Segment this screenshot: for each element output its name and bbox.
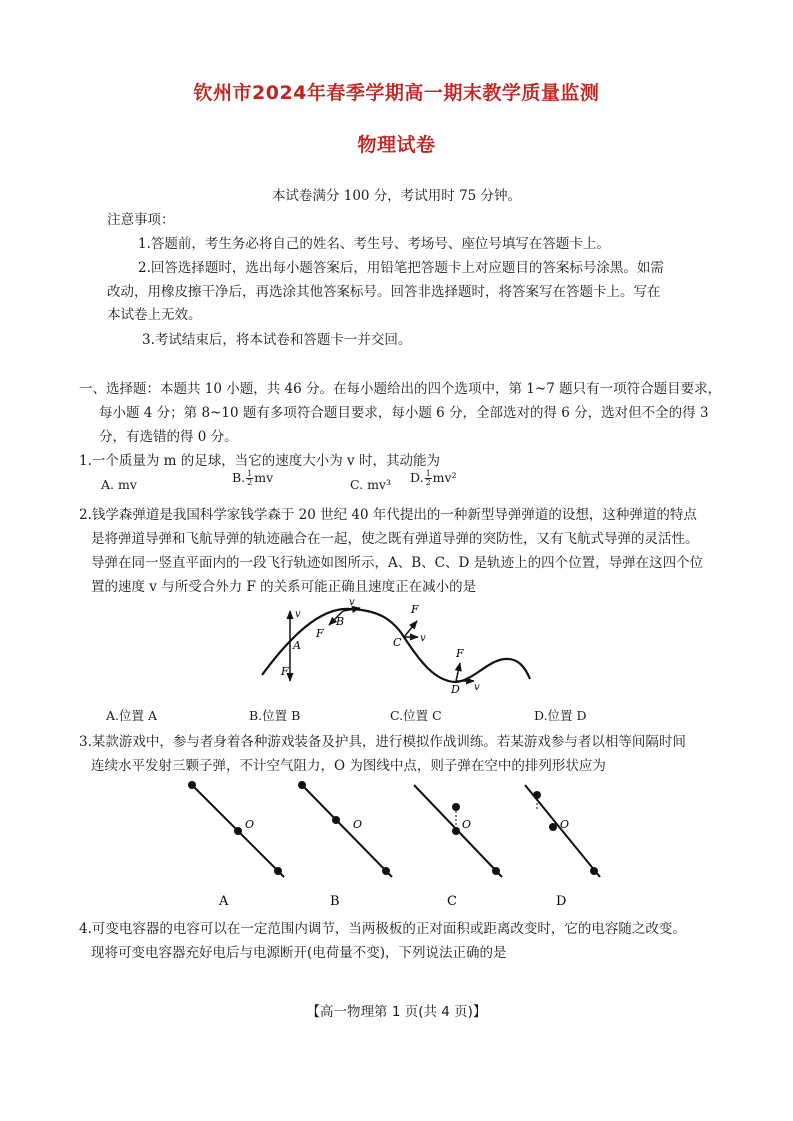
bullet-b-mid [332,816,340,824]
q4-line-1: 4.可变电容器的电容可以在一定范围内调节，当两极板的正对面积或距离改变时，它的电容随之改变。 [79,921,686,937]
fig-label-c: C [393,636,402,649]
q2-line-3: 导弹在同一竖直平面内的一段飞行轨迹如图所示，A、B、C、D 是轨迹上的四个位置，导弹在这四个位 [91,555,704,571]
q1-option-a: A. mv [101,477,137,492]
q2-line-2: 是将弹道导弹和飞航导弹的轨迹融合在一起，使之既有弹道导弹的突防性，又有飞航式导弹的灵活性。 [91,531,699,547]
q2-option-d: D.位置 D [534,708,587,723]
bullet-line-b [302,785,392,877]
fig-label-b: B [336,615,345,628]
q1-option-d-expr: mv² [432,470,457,485]
bullet-c-top [452,803,460,811]
force-arrow-d [456,663,460,681]
fig-label-v-d: v [474,682,480,693]
force-arrow-c [404,621,417,637]
fig-label-f-b: F [316,627,324,640]
bullet-c-bottom [492,867,500,875]
q2-option-c: C.位置 C [390,708,442,723]
note-2-line-2: 改动，用橡皮擦干净后，再选涂其他答案标号。回答非选择题时，将答案写在答题卡上。写在 [107,284,661,300]
bullet-a-mid [234,827,242,835]
section-1-line-3: 分，有选错的得 0 分。 [99,429,238,445]
q1-stem: 1.一个质量为 m 的足球，当它的速度大小为 v 时，其动能为 [79,453,440,469]
fig-label-v-b: v [349,597,355,608]
q1-option-b [232,470,273,487]
q2-line-1: 2.钱学森弹道是我国科学家钱学森于 20 世纪 40 年代提出的一种新型导弹弹道的设想，这种弹道的特点 [79,507,697,523]
note-1: 1.答题前，考生务必将自己的姓名、考生号、考场号、座位号填写在答题卡上。 [138,236,610,252]
q2-line-4: 置的速度 v 与所受合外力 F 的关系可能正确且速度正在减小的是 [91,579,477,595]
q2-option-a: A.位置 A [106,708,158,723]
fraction-denominator: 2 [425,478,431,487]
point-o-b: O [353,818,363,831]
fraction-half [246,470,253,487]
bullet-c-mid [452,827,460,835]
q4-line-2: 现将可变电容器充好电后与电源断开(电荷量不变)，下列说法正确的是 [91,945,507,961]
note-3: 3.考试结束后，将本试卷和答题卡一并交回。 [142,332,412,348]
figure-label-a: A [219,894,229,909]
q3-line-1: 3.某款游戏中，参与者身着各种游戏装备及护具，进行模拟作战训练。若某游戏参与者以相等间隔时间 [79,734,686,750]
bullet-d-top [533,791,541,799]
figure-label-d: D [556,894,567,909]
bullet-d-bottom [590,867,598,875]
bullet-b-top [298,781,306,789]
bullet-b-bottom [382,867,390,875]
notes-heading: 注意事项： [107,212,175,228]
q1-option-c: C. mv³ [350,477,391,492]
figure-label-b: B [330,894,340,909]
fig-label-a: A [293,639,301,652]
fraction-denominator: 2 [247,478,253,487]
fig-label-d: D [451,683,460,696]
q1-option-d-label: D. [410,470,424,485]
exam-title: 钦州市2024年春季学期高一期末教学质量监测 [193,82,600,104]
q2-option-b: B.位置 B [249,708,301,723]
fraction-half [425,470,432,487]
page-footer: 【高一物理第 1 页(共 4 页)】 [306,1004,487,1020]
section-1-line-1: 一、选择题：本题共 10 小题，共 46 分。在每小题给出的四个选项中，第 1~7 题只有一项符合题目要求， [79,381,722,397]
figure-label-c: C [447,894,457,909]
section-1-line-2: 每小题 4 分；第 8~10 题有多项符合题目要求，每小题 6 分，全部选对的得 6 分，选对但不全的得 3 [99,405,709,421]
point-o-c: O [462,818,472,831]
point-o-d: O [560,818,570,831]
fraction-numerator: 1 [425,469,431,478]
fig-label-f-c: F [411,603,419,616]
bullet-a-top [188,781,196,789]
q1-option-b-expr: mv [254,470,274,485]
q1-option-d [410,470,457,487]
q1-option-b-label: B. [232,470,246,485]
bullet-a-bottom [274,867,282,875]
exam-info: 本试卷满分 100 分，考试用时 75 分钟。 [271,188,522,204]
bullet-d-mid [549,823,557,831]
fig-label-f-d: F [456,647,464,660]
fig-label-v-c: v [420,633,426,644]
fraction-numerator: 1 [247,469,253,478]
point-o-a: O [245,818,255,831]
q2-trajectory-figure [250,597,550,697]
note-2-line-3: 本试卷上无效。 [107,307,202,323]
fig-label-f-a: F [281,665,289,678]
subject-title: 物理试卷 [357,134,436,156]
q3-bullet-figures [180,775,620,910]
fig-label-v-a: v [295,609,301,620]
q3-line-2: 连续水平发射三颗子弹，不计空气阻力，O 为图线中点，则子弹在空中的排列形状应为 [91,758,606,774]
note-2-line-1: 2.回答选择题时，选出每小题答案后，用铅笔把答题卡上对应题目的答案标号涂黑。如需 [138,260,664,276]
